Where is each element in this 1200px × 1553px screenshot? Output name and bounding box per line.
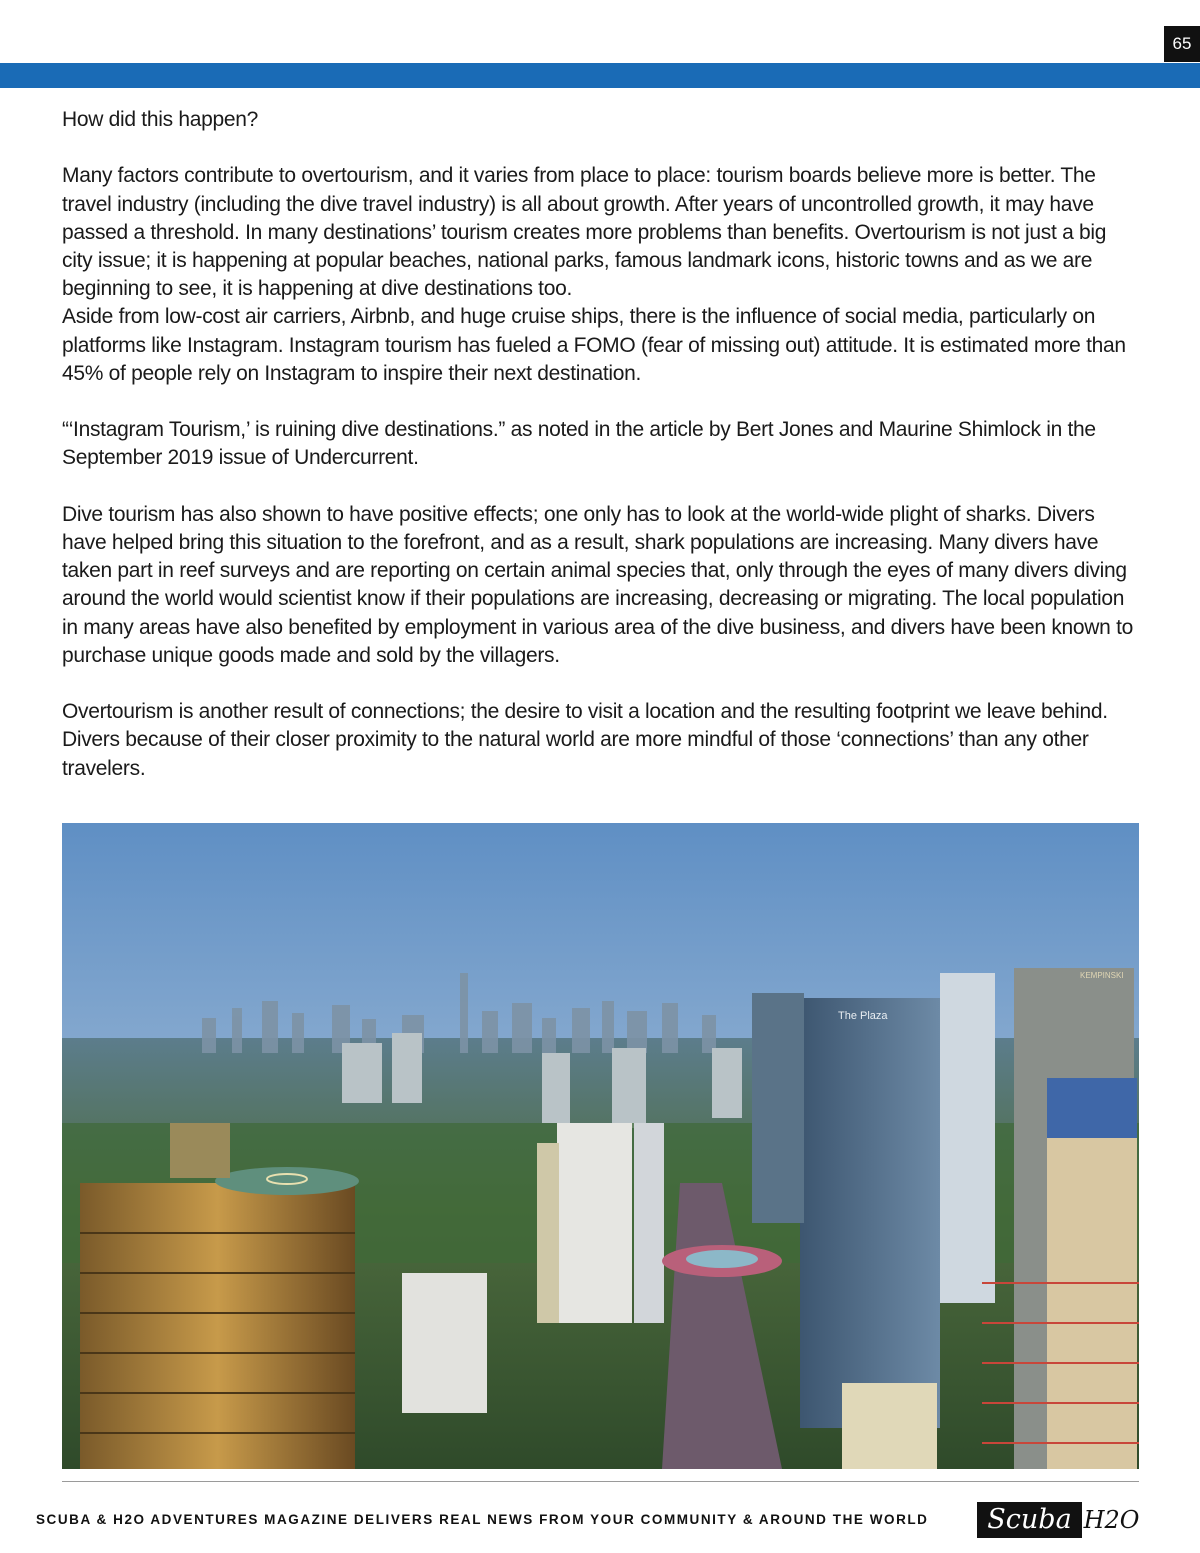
footer-tagline: SCUBA & H2O ADVENTURES MAGAZINE DELIVERS REAL NEWS FROM YOUR COMMUNITY & AROUND THE WORLD bbox=[36, 1512, 929, 1527]
scuba-h2o-logo bbox=[977, 1502, 1142, 1538]
article-paragraph-4: Dive tourism has also shown to have positive effects; one only has to look at the world-wide plight of sharks. Divers have helped bring this situation to the forefront, and as a result, shark populations are increasing. Many divers have taken part in reef surveys and are reporting on certain animal species that, only through the eyes of many divers diving around the world would scientist know if their populations are increasing, decreasing or migrating. The local population in many areas have also benefited by employment in various area of the dive business, and divers have been known to purchase unique goods made and sold by the villagers. bbox=[62, 502, 1133, 667]
article-body bbox=[62, 106, 1140, 811]
header-band bbox=[0, 63, 1200, 88]
logo-scuba-text: Scuba bbox=[977, 1502, 1082, 1538]
article-paragraph-5: Overtourism is another result of connections; the desire to visit a location and the resulting footprint we leave behind. Divers because of their closer proximity to the natural world are more mindful of those ‘connections’ than any other travelers. bbox=[62, 700, 1108, 780]
kempinski-sign: KEMPINSKI bbox=[1080, 971, 1124, 980]
article-question: How did this happen? bbox=[62, 108, 258, 131]
logo-h2o-text: H2O bbox=[1083, 1506, 1140, 1534]
article-paragraph-3: “‘Instagram Tourism,’ is ruining dive destinations.” as noted in the article by Bert Jones and Maurine Shimlock in the September 2019 issue of Undercurrent. bbox=[62, 418, 1096, 470]
article-paragraph-2: Aside from low-cost air carriers, Airbnb, and huge cruise ships, there is the influence of social media, particularly on platforms like Instagram. Instagram tourism has fueled a FOMO (fear of missing out) attitude. It is estimated more than 45% of people rely on Instagram to inspire their next destination. bbox=[62, 305, 1126, 385]
article-paragraph-1: Many factors contribute to overtourism, and it varies from place to place: tourism boards believe more is better. The travel industry (including the dive travel industry) is all about growth. After years of uncontrolled growth, it may have passed a threshold. In many destinations’ tourism creates more problems than benefits. Overtourism is not just a big city issue; it is happening at popular beaches, national parks, famous landmark icons, historic towns and as we are beginning to see, it is happening at dive destinations too. bbox=[62, 164, 1107, 301]
plaza-sign: The Plaza bbox=[838, 1010, 888, 1022]
page-number: 65 bbox=[1164, 26, 1200, 62]
city-skyline-photo bbox=[62, 823, 1139, 1469]
footer-rule bbox=[62, 1481, 1139, 1482]
